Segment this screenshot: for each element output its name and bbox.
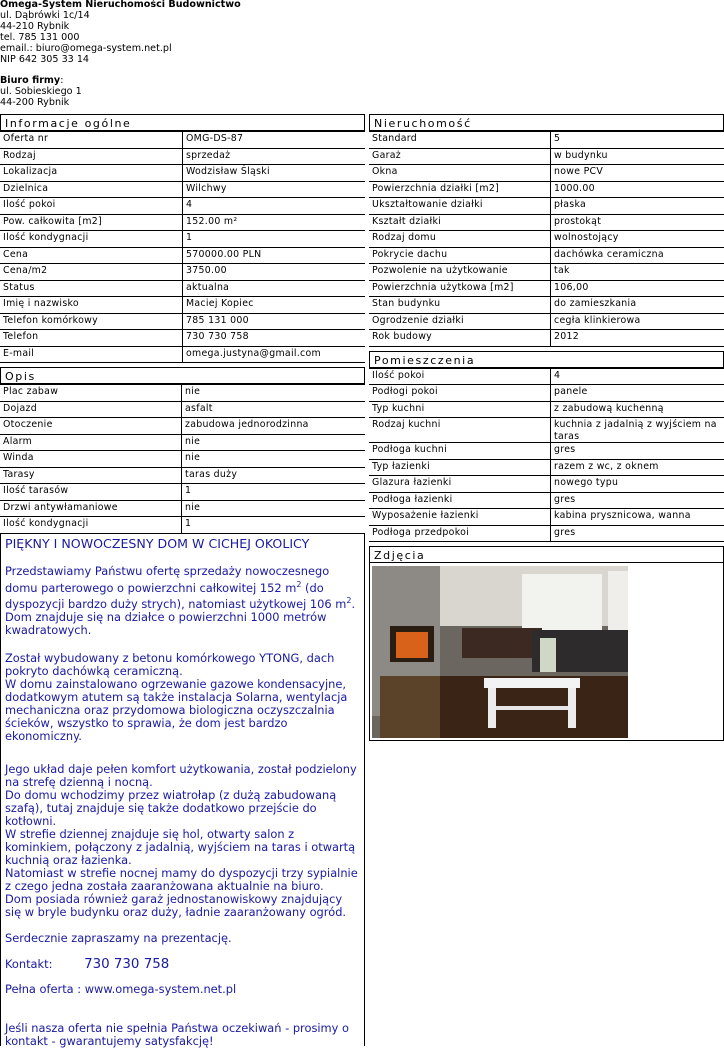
field-value: kabina prysznicowa, wanna <box>551 509 724 526</box>
company-name: Omega-System Nieruchomości Budownictwo <box>0 0 241 11</box>
property-row <box>369 148 724 165</box>
field-label: Winda <box>0 451 182 468</box>
field-label: Lokalizacja <box>0 165 183 182</box>
field-value: w budynku <box>551 148 724 165</box>
field-value: 570000.00 PLN <box>183 247 366 264</box>
field-label: Tarasy <box>0 467 182 484</box>
section-title-rooms: Pomieszczenia <box>369 351 724 368</box>
field-label: Podłoga łazienki <box>369 492 551 509</box>
field-value: 4 <box>551 368 724 385</box>
company-phone: tel. 785 131 000 <box>0 33 241 44</box>
field-label: Typ kuchni <box>369 401 551 418</box>
general-row <box>0 214 365 231</box>
office-street: ul. Sobieskiego 1 <box>0 87 241 98</box>
field-value: 730 730 758 <box>183 330 366 347</box>
field-label: Ogrodzenie działki <box>369 313 551 330</box>
field-value: sprzedaż <box>183 148 366 165</box>
section-title-property: Nieruchomość <box>369 114 724 131</box>
field-value: nie <box>182 500 366 517</box>
section-title-photos: Zdjęcia <box>369 546 724 563</box>
company-nip: NIP 642 305 33 14 <box>0 55 241 66</box>
field-value: do zamieszkania <box>551 297 724 314</box>
field-value: dachówka ceramiczna <box>551 247 724 264</box>
section-title-general: Informacje ogólne <box>0 114 365 131</box>
field-label: Glazura łazienki <box>369 476 551 493</box>
opis-row <box>0 401 365 418</box>
field-value: asfalt <box>182 401 366 418</box>
field-label: Plac zabaw <box>0 385 182 402</box>
field-label: E-mail <box>0 346 183 363</box>
field-label: Podłogi pokoi <box>369 385 551 402</box>
office-label: Biuro firmy <box>0 75 60 86</box>
field-label: Standard <box>369 132 551 149</box>
field-value: Wilchwy <box>183 181 366 198</box>
property-row <box>369 330 724 347</box>
rooms-row <box>369 525 724 542</box>
field-label: Stan budynku <box>369 297 551 314</box>
field-label: Ilość tarasów <box>0 484 182 501</box>
field-value: nie <box>182 434 366 451</box>
field-value: razem z wc, z oknem <box>551 459 724 476</box>
field-label: Oferta nr <box>0 132 183 149</box>
rooms-row <box>369 385 724 402</box>
description-paragraph: Przedstawiamy Państwu ofertę sprzedaży nowoczesnego domu parterowego o powierzchni całkowitej 152 $m^2$ (do dyspozycji bardzo duży strych), natomiast użytkowej 106 $m^2$. Dom znajduje się na działce o powierzchni 1000 metrów kwadratowych. <box>5 565 360 638</box>
field-label: Rodzaj <box>0 148 183 165</box>
property-row <box>369 214 724 231</box>
field-label: Ilość pokoi <box>369 368 551 385</box>
field-value: aktualna <box>183 280 366 297</box>
rooms-row <box>369 401 724 418</box>
property-row <box>369 297 724 314</box>
property-row <box>369 165 724 182</box>
field-value: cegła klinkierowa <box>551 313 724 330</box>
field-value: 152.00 m² <box>183 214 366 231</box>
property-row <box>369 280 724 297</box>
field-label: Garaż <box>369 148 551 165</box>
rooms-table <box>369 368 724 543</box>
general-row <box>0 198 365 215</box>
general-row <box>0 330 365 347</box>
full-offer-link[interactable]: Pełna oferta : www.omega-system.net.pl <box>5 983 360 996</box>
field-value: gres <box>551 443 724 460</box>
contact-phone[interactable]: 730 730 758 <box>84 957 169 972</box>
office-city: 44-200 Rybnik <box>0 98 241 109</box>
general-row <box>0 132 365 149</box>
opis-table <box>0 384 365 534</box>
field-value: gres <box>551 525 724 542</box>
field-label: Imię i nazwisko <box>0 297 183 314</box>
general-row <box>0 313 365 330</box>
field-value: z zabudową kuchenną <box>551 401 724 418</box>
property-row <box>369 313 724 330</box>
description <box>0 534 365 1046</box>
property-row <box>369 198 724 215</box>
property-row <box>369 181 724 198</box>
company-street: ul. Dąbrówki 1c/14 <box>0 11 241 22</box>
field-label: Cena <box>0 247 183 264</box>
rooms-row <box>369 509 724 526</box>
company-email: email.: biuro@omega-system.net.pl <box>0 44 241 55</box>
general-row <box>0 264 365 281</box>
general-row <box>0 165 365 182</box>
property-row <box>369 132 724 149</box>
general-row <box>0 346 365 363</box>
general-row <box>0 148 365 165</box>
field-label: Podłoga kuchni <box>369 443 551 460</box>
field-label: Drzwi antywłamaniowe <box>0 500 182 517</box>
rooms-row <box>369 476 724 493</box>
field-value: 4 <box>183 198 366 215</box>
property-row <box>369 247 724 264</box>
general-row <box>0 231 365 248</box>
field-value: omega.justyna@gmail.com <box>183 346 366 363</box>
contact-label: Kontakt: <box>5 957 52 971</box>
opis-row <box>0 467 365 484</box>
description-paragraph: Jego układ daje pełen komfort użytkowania, został podzielony na strefę dzienną i nocną. Do domu wchodzimy przez wiatrołap (z dużą zabudowaną szafą), tutaj znajduje się także dodatkowo przejście do kotłowni. W strefie dziennej znajduje się hol, otwarty salon z kominkiem, połączony z jadalnią, wyjściem na taras i otwartą kuchnią oraz łazienka. Natomiast w strefie nocnej mamy do dyspozycji trzy sypialnie z czego jedna została zaaranżowana aktualnie na biuro. Dom posiada również garaż jednostanowiskowy znajdujący się w bryle budynku oraz duży, ładnie zaaranżowany ogród. <box>5 763 360 919</box>
field-value: 1000.00 <box>551 181 724 198</box>
living-room-photo[interactable] <box>372 566 628 738</box>
field-label: Rodzaj domu <box>369 231 551 248</box>
property-row <box>369 264 724 281</box>
general-row <box>0 181 365 198</box>
field-label: Rodzaj kuchni <box>369 418 551 443</box>
field-label: Telefon <box>0 330 183 347</box>
field-label: Ilość pokoi <box>0 198 183 215</box>
field-label: Status <box>0 280 183 297</box>
field-label: Rok budowy <box>369 330 551 347</box>
field-label: Wyposażenie łazienki <box>369 509 551 526</box>
company-city: 44-210 Rybnik <box>0 22 241 33</box>
general-row <box>0 297 365 314</box>
field-value: zabudowa jednorodzinna <box>182 418 366 435</box>
opis-row <box>0 500 365 517</box>
field-value: 1 <box>182 484 366 501</box>
rooms-row <box>369 368 724 385</box>
opis-row <box>0 385 365 402</box>
field-value: 2012 <box>551 330 724 347</box>
field-label: Powierzchnia użytkowa [m2] <box>369 280 551 297</box>
property-table <box>369 131 724 347</box>
field-value: 3750.00 <box>183 264 366 281</box>
opis-row <box>0 517 365 534</box>
field-value: 5 <box>551 132 724 149</box>
field-label: Dojazd <box>0 401 182 418</box>
field-value: 1 <box>182 517 366 534</box>
field-label: Cena/m2 <box>0 264 183 281</box>
field-value: 1 <box>183 231 366 248</box>
opis-row <box>0 484 365 501</box>
general-info-table <box>0 131 365 363</box>
invitation: Serdecznie zapraszamy na prezentację. <box>5 932 360 945</box>
field-value: taras duży <box>182 467 366 484</box>
right-column <box>369 111 724 741</box>
opis-row <box>0 451 365 468</box>
field-value: nie <box>182 385 366 402</box>
field-value: nowego typu <box>551 476 724 493</box>
rooms-row <box>369 418 724 443</box>
field-label: Ukształtowanie działki <box>369 198 551 215</box>
contact-line <box>5 958 360 971</box>
left-column <box>0 111 365 1046</box>
section-title-opis: Opis <box>0 367 365 384</box>
field-value: nie <box>182 451 366 468</box>
rooms-row <box>369 459 724 476</box>
property-row <box>369 231 724 248</box>
field-label: Okna <box>369 165 551 182</box>
field-label: Telefon komórkowy <box>0 313 183 330</box>
general-row <box>0 247 365 264</box>
rooms-row <box>369 492 724 509</box>
field-value: 785 131 000 <box>183 313 366 330</box>
field-value: 106,00 <box>551 280 724 297</box>
field-label: Typ łazienki <box>369 459 551 476</box>
field-value: gres <box>551 492 724 509</box>
field-label: Dzielnica <box>0 181 183 198</box>
company-header: Omega-System Nieruchomości Budownictwo ul. Dąbrówki 1c/14 44-210 Rybnik tel. 785 131 000 email.: biuro@omega-system.net.pl NIP 642 305 33 14 Biuro firmy: ul. Sobieskiego 1 44-200 Rybnik <box>0 0 241 109</box>
field-value: wolnostojący <box>551 231 724 248</box>
description-headline: PIĘKNY I NOWOCZESNY DOM W CICHEJ OKOLICY <box>5 534 360 550</box>
field-value: prostokąt <box>551 214 724 231</box>
field-value: OMG-DS-87 <box>183 132 366 149</box>
field-label: Kształt działki <box>369 214 551 231</box>
field-label: Pokrycie dachu <box>369 247 551 264</box>
opis-row <box>0 418 365 435</box>
field-value: płaska <box>551 198 724 215</box>
description-paragraph: Został wybudowany z betonu komórkowego YTONG, dach pokryto dachówką ceramiczną. W domu zainstalowano ogrzewanie gazowe kondensacyjne, dodatkowym atutem są także instalacja Solarna, wentylacja mechaniczna oraz przydomowa biologiczna oczyszczalnia ścieków, wszystko to sprawia, że dom jest bardzo ekonomiczny. <box>5 652 360 743</box>
final-note: Jeśli nasza oferta nie spełnia Państwa oczekiwań - prosimy o kontakt - gwarantujemy satysfakcję! <box>5 1022 360 1048</box>
field-value: Maciej Kopiec <box>183 297 366 314</box>
field-label: Ilość kondygnacji <box>0 231 183 248</box>
field-label: Alarm <box>0 434 182 451</box>
field-value: kuchnia z jadalnią z wyjściem na taras <box>551 418 724 443</box>
field-label: Pozwolenie na użytkowanie <box>369 264 551 281</box>
field-label: Podłoga przedpokoi <box>369 525 551 542</box>
general-row <box>0 280 365 297</box>
field-label: Pow. całkowita [m2] <box>0 214 183 231</box>
field-label: Powierzchnia działki [m2] <box>369 181 551 198</box>
rooms-row <box>369 443 724 460</box>
field-label: Otoczenie <box>0 418 182 435</box>
opis-row <box>0 434 365 451</box>
field-label: Ilość kondygnacji <box>0 517 182 534</box>
field-value: nowe PCV <box>551 165 724 182</box>
photo-box <box>369 563 724 741</box>
field-value: tak <box>551 264 724 281</box>
field-value: panele <box>551 385 724 402</box>
field-value: Wodzisław Śląski <box>183 165 366 182</box>
